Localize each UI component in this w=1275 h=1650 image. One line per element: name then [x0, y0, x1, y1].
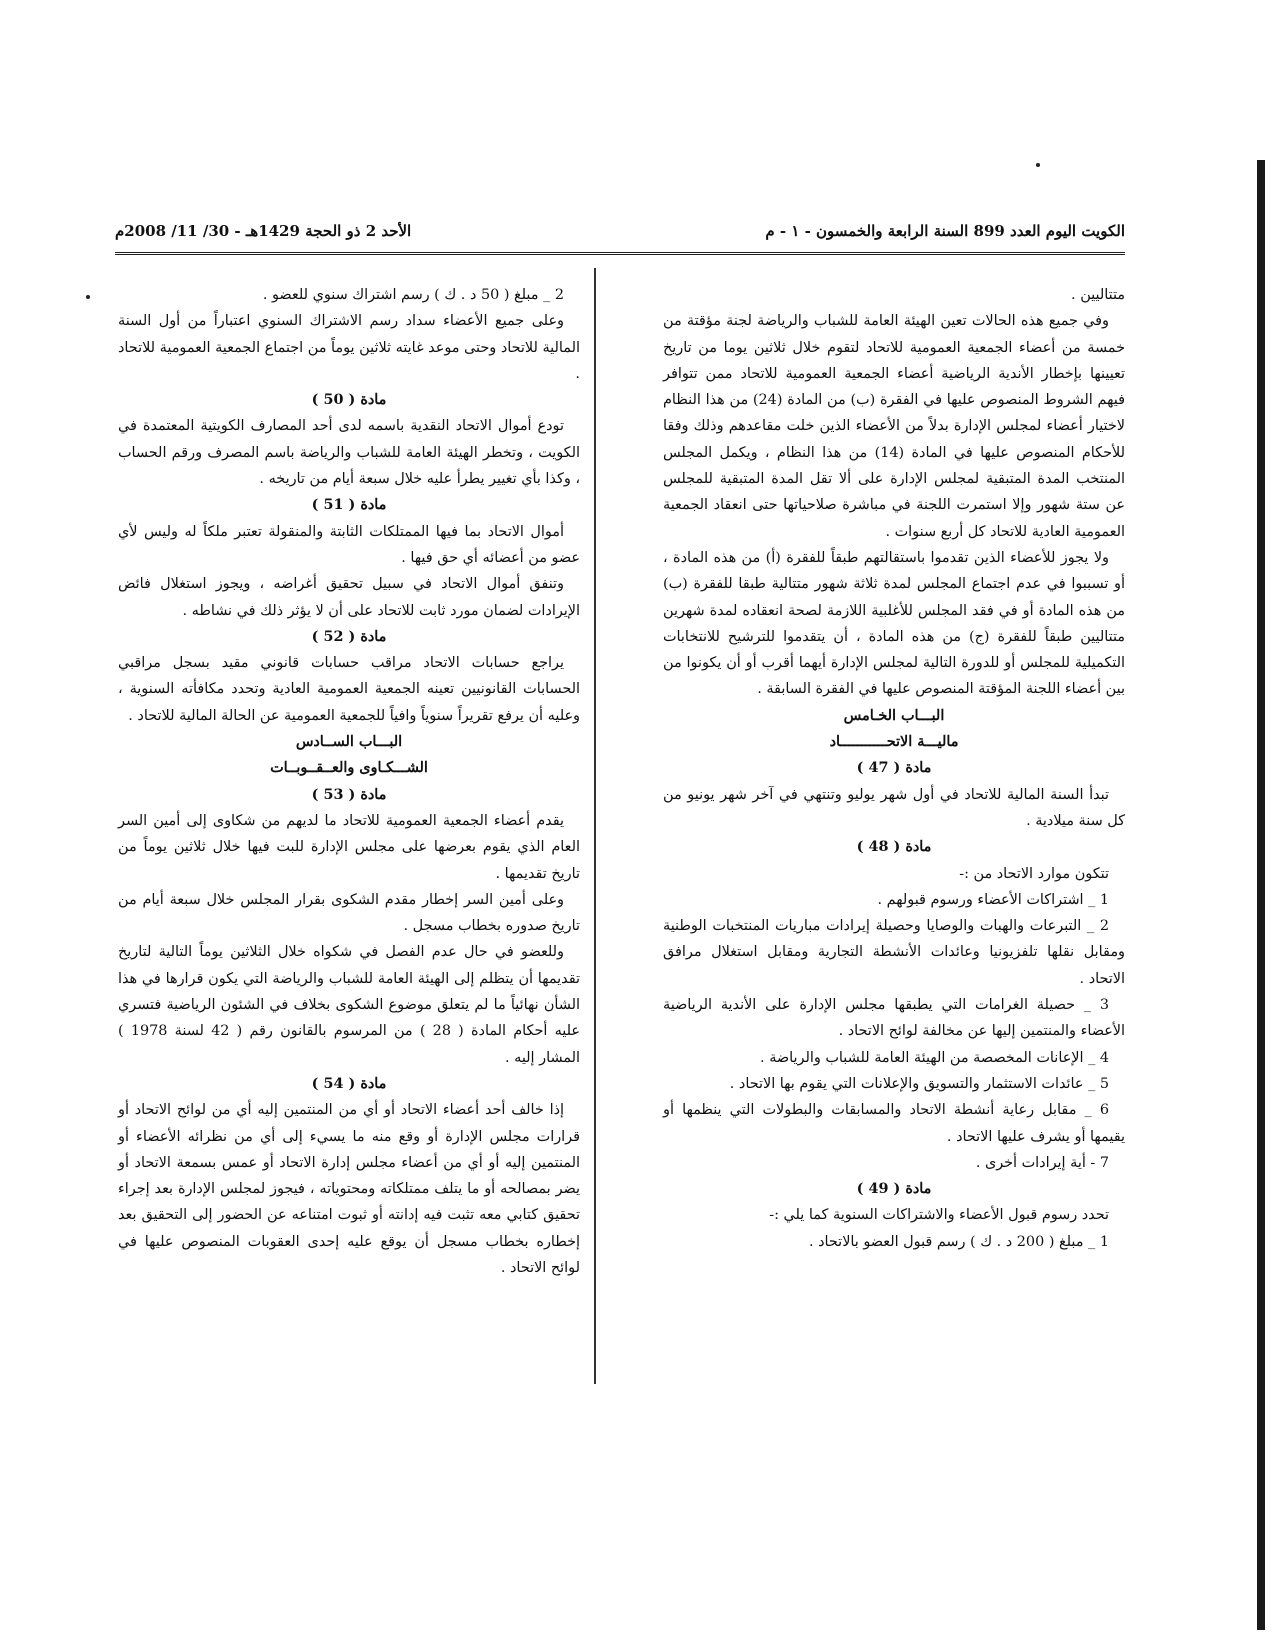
paragraph: إذا خالف أحد أعضاء الاتحاد أو أي من المنتمين إليه أي من لوائح الاتحاد أو قرارات مجلس الإدارة أو وقع منه ما يسيء إلى أي من نظرائه الأعضاء أو المنتمين إليه أو أي من أعضاء مجلس إدارة الاتحاد أو عمس بسمعة الاتحاد أو يضر بمصالحه أو ما يتلف ممتلكاته ومحتوياته ، فيجوز لمجلس الإدارة بعد إجراء تحقيق كتابي معه تثبت فيه إدانته أو ثبوت امتناعه عن الحضور إلى التحقيق بعد إخطاره بخطاب مسجل أن يوقع عليه إحدى العقوبات المنصوص عليها في لوائح الاتحاد . [118, 1102, 580, 1276]
list-item: 2 _ التبرعات والهبات والوصايا وحصيلة إيرادات مباريات المنتخبات الوطنية ومقابل نقلها تلفزيونيا وعائدات الأنشطة التجارية ومقابل استغلال مرافق الاتحاد . [663, 918, 1125, 987]
header-date: الأحد 2 ذو الحجة 1429هـ - 30/ 11/ 2008م [115, 222, 412, 240]
paragraph: متتاليين . [1071, 287, 1125, 303]
scan-edge-bar [1257, 160, 1265, 1630]
list-item: 7 - أية إيرادات أخرى . [975, 1154, 1109, 1171]
chapter-title: البـــاب الســادس [295, 733, 403, 751]
list-item: 1 _ مبلغ ( 200 د . ك ) رسم قبول العضو بالاتحاد . [808, 1233, 1109, 1250]
chapter-title: البـــاب الخـامس [843, 706, 945, 724]
paragraph: وفي جميع هذه الحالات تعين الهيئة العامة للشباب والرياضة لجنة مؤقتة من خمسة من أعضاء الجمعية العمومية للاتحاد لتقوم خلال ثلاثين يوما من تاريخ تعيينها بإخطار الأندية الرياضية أعضاء الجمعية العمومية للاتحاد ممن تتوافر فيهم الشروط المنصوص عليها في الفقرة (ب) من المادة (24) من هذا النظام لاختيار أعضاء لمجلس الإدارة بدلاً من الأعضاء الذين خلت مقاعدهم وذلك وفقا للأحكام المنصوص عليها في المادة (14) من هذا النظام ، ويكمل المجلس المنتخب المدة المتبقية لمجلس الإدارة على ألا تقل المدة المتبقية للمجلس عن ستة شهور وإلا استمرت اللجنة في مباشرة صلاحياتها حتى انعقاد الجمعية العمومية العادية للاتحاد كل أربع سنوات . [663, 313, 1125, 540]
paragraph: ولا يجوز للأعضاء الذين تقدموا باستقالتهم طبقاً للفقرة (أ) من هذه المادة ، أو تسببوا في عدم اجتماع المجلس لمدة ثلاثة شهور متتالية طبقا للفقرة (ب) من هذه المادة أو في فقد المجلس للأغلبية اللازمة لصحة انعقاده لمدة شهرين متتاليين طبقاً للفقرة (ج) من هذه المادة ، أن يتقدموا للترشيح للانتخابات التكميلية للمجلس أو للدورة التالية لمجلس الإدارة أيهما أقرب أو أن يكونوا من بين أعضاء اللجنة المؤقتة المنصوص عليها في الفقرة السابقة . [663, 549, 1125, 698]
article-heading: مادة ( 51 ) [311, 496, 387, 514]
scan-speck [86, 295, 90, 299]
paragraph: وعلى جميع الأعضاء سداد رسم الاشتراك السنوي اعتباراً من أول السنة المالية للاتحاد وحتى موعد غايته ثلاثين يوماً من اجتماع الجمعية العمومية للاتحاد . [118, 313, 580, 382]
paragraph: تحدد رسوم قبول الأعضاء والاشتراكات السنوية كما يلي :- [769, 1207, 1109, 1224]
list-item: 1 _ اشتراكات الأعضاء ورسوم قبولهم . [877, 891, 1109, 908]
paragraph: يراجع حسابات الاتحاد مراقب حسابات قانوني مقيد بسجل مراقبي الحسابات القانونيين تعينه الجمعية العمومية العادية وتحدد مكافأته السنوية ، وعليه أن يرفع تقريراً سنوياً وافياً للجمعية العمومية عن الحالة المالية للاتحاد . [118, 655, 580, 724]
header-issue-info: الكويت اليوم العدد 899 السنة الرابعة والخمسون - ١ - م [765, 222, 1125, 240]
article-heading: مادة ( 47 ) [856, 759, 932, 777]
article-heading: مادة ( 52 ) [311, 627, 387, 645]
list-item: 4 _ الإعانات المخصصة من الهيئة العامة للشباب والرياضة . [760, 1049, 1109, 1066]
page-header [115, 216, 1125, 255]
article-heading: مادة ( 50 ) [311, 391, 387, 409]
list-item: 3 _ حصيلة الغرامات التي يطبقها مجلس الإدارة على الأندية الرياضية الأعضاء والمنتمين إليها عن مخالفة لوائح الاتحاد . [663, 997, 1125, 1040]
paragraph: تتكون موارد الاتحاد من :- [959, 865, 1109, 882]
paragraph: وعلى أمين السر إخطار مقدم الشكوى بقرار المجلس خلال سبعة أيام من تاريخ صدوره بخطاب مسجل . [118, 891, 580, 935]
paragraph: وللعضو في حال عدم الفصل في شكواه خلال الثلاثين يوماً التالية لتاريخ تقديمها أن يتظلم إلى الهيئة العامة للشباب والرياضة التي يكون قرارها في هذا الشأن نهائياً ما لم يتعلق موضوع الشكوى بخلاف في الشئون الرياضية فتسري عليه أحكام المادة ( 28 ) من المرسوم بالقانون رقم ( 42 لسنة 1978 ) المشار إليه . [118, 944, 580, 1066]
list-item: 2 _ مبلغ ( 50 د . ك ) رسم اشتراك سنوي للعضو . [262, 287, 564, 303]
paragraph: أموال الاتحاد بما فيها الممتلكات الثابتة والمنقولة تعتبر ملكاً له وليس لأي عضو من أعضائه أي حق فيها . [118, 523, 580, 566]
article-heading: مادة ( 53 ) [311, 785, 387, 803]
list-item: 5 _ عائدات الاستثمار والتسويق والإعلانات التي يقوم بها الاتحاد . [729, 1075, 1109, 1092]
list-item: 6 _ مقابل رعاية أنشطة الاتحاد والمسابقات والبطولات التي ينظمها أو يقيمها أو يشرف عليها الاتحاد . [663, 1102, 1125, 1145]
paragraph: يقدم أعضاء الجمعية العمومية للاتحاد ما لديهم من شكاوى إلى أمين السر العام الذي يقوم بعرضها على مجلس الإدارة للبت فيها خلال ثلاثين يوماً من تاريخ تقديمها . [118, 812, 580, 882]
left-column [118, 282, 580, 1281]
column-divider [594, 268, 596, 1384]
paragraph: تبدأ السنة المالية للاتحاد في أول شهر يوليو وتنتهي في آخر شهر يونيو من كل سنة ميلادية . [663, 786, 1125, 829]
right-column [663, 282, 1125, 1255]
scan-speck [1036, 163, 1040, 167]
article-heading: مادة ( 54 ) [311, 1074, 387, 1092]
article-heading: مادة ( 48 ) [856, 838, 932, 856]
article-heading: مادة ( 49 ) [856, 1180, 932, 1198]
paragraph: وتنفق أموال الاتحاد في سبيل تحقيق أغراضه ، ويجوز استغلال فائض الإيرادات لضمان مورد ثابت للاتحاد على أن لا يؤثر ذلك في نشاطه . [118, 576, 580, 619]
chapter-subtitle: ماليـــة الاتحـــــــــــاد [829, 733, 959, 751]
chapter-subtitle: الشـــكـاوى والعــقــوبــات [270, 759, 428, 777]
paragraph: تودع أموال الاتحاد النقدية باسمه لدى أحد المصارف الكويتية المعتمدة في الكويت ، وتخطر الهيئة العامة للشباب والرياضة باسم المصرف ورقم الحساب ، وكذا بأي تغيير يطرأ عليه خلال سبعة أيام من تاريخه . [118, 418, 580, 488]
